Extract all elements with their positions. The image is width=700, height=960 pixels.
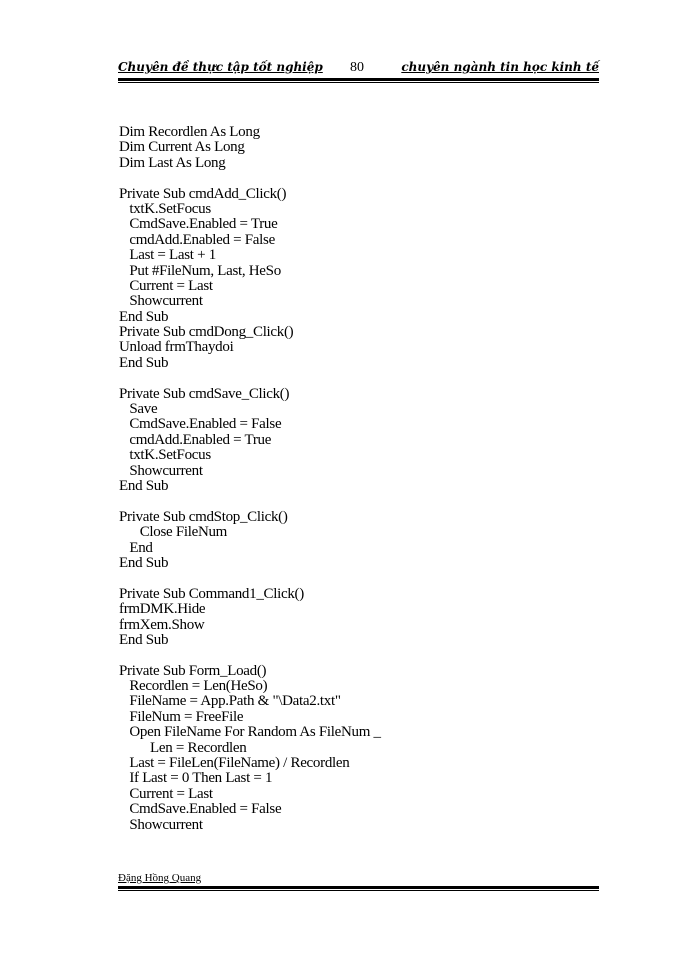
code-line <box>119 494 589 509</box>
code-line: End Sub <box>119 308 169 325</box>
header-rule-thin <box>118 82 599 83</box>
code-line <box>119 171 589 186</box>
footer-rule-thin <box>118 890 599 891</box>
code-line: Last = FileLen(FileName) / Recordlen <box>119 755 350 772</box>
code-line: End Sub <box>119 631 169 648</box>
code-line: Private Sub cmdDong_Click() <box>119 324 294 341</box>
code-line <box>119 648 589 663</box>
code-line: Private Sub cmdStop_Click() <box>119 508 288 525</box>
code-line: txtK.SetFocus <box>119 447 211 464</box>
code-line: FileNum = FreeFile <box>119 708 244 725</box>
code-line: cmdAdd.Enabled = False <box>119 231 275 248</box>
code-line: Recordlen = Len(HeSo) <box>119 678 268 695</box>
code-line: End <box>119 539 153 556</box>
code-line: Private Sub cmdSave_Click() <box>119 385 290 402</box>
code-line: Last = Last + 1 <box>119 247 216 264</box>
footer-author: Đặng Hồng Quang <box>118 872 202 884</box>
code-listing <box>119 125 589 833</box>
code-line: Dim Last As Long <box>119 154 226 171</box>
code-line: If Last = 0 Then Last = 1 <box>119 770 273 787</box>
code-line: End Sub <box>119 477 169 494</box>
code-line: CmdSave.Enabled = False <box>119 416 282 433</box>
code-line: Private Sub Command1_Click() <box>119 585 304 602</box>
code-line: CmdSave.Enabled = True <box>119 216 278 233</box>
header-left-title: Chuyên đề thực tập tốt nghiệp <box>118 60 323 74</box>
code-line: Open FileName For Random As FileNum _ <box>119 724 381 741</box>
code-line: Private Sub Form_Load() <box>119 662 267 679</box>
code-line: Put #FileNum, Last, HeSo <box>119 262 281 279</box>
code-line: CmdSave.Enabled = False <box>119 801 282 818</box>
page-header <box>118 60 599 78</box>
code-line: Private Sub cmdAdd_Click() <box>119 185 287 202</box>
code-line: Current = Last <box>119 277 213 294</box>
code-line: txtK.SetFocus <box>119 200 211 217</box>
code-line: FileName = App.Path & "\Data2.txt" <box>119 693 341 710</box>
code-line: End Sub <box>119 554 169 571</box>
code-line: Current = Last <box>119 785 213 802</box>
code-line: frmDMK.Hide <box>119 601 206 618</box>
code-line: Showcurrent <box>119 462 203 479</box>
code-line: frmXem.Show <box>119 616 205 633</box>
code-line: Showcurrent <box>119 816 203 833</box>
code-line: End Sub <box>119 354 169 371</box>
code-line <box>119 571 589 586</box>
code-line: Dim Current As Long <box>119 139 245 156</box>
code-line: Len = Recordlen <box>119 739 247 756</box>
code-line: Save <box>119 401 158 418</box>
code-line: Close FileNum <box>119 524 228 541</box>
page-number: 80 <box>350 60 364 75</box>
code-line: Dim Recordlen As Long <box>119 124 260 140</box>
footer-rule-thick <box>118 886 599 889</box>
code-line: Showcurrent <box>119 293 203 310</box>
header-rule-thick <box>118 78 599 81</box>
code-line: Unload frmThaydoi <box>119 339 234 356</box>
code-line: cmdAdd.Enabled = True <box>119 431 272 448</box>
header-right-title: chuyên ngành tin học kinh tế <box>401 60 599 74</box>
code-line <box>119 371 589 386</box>
